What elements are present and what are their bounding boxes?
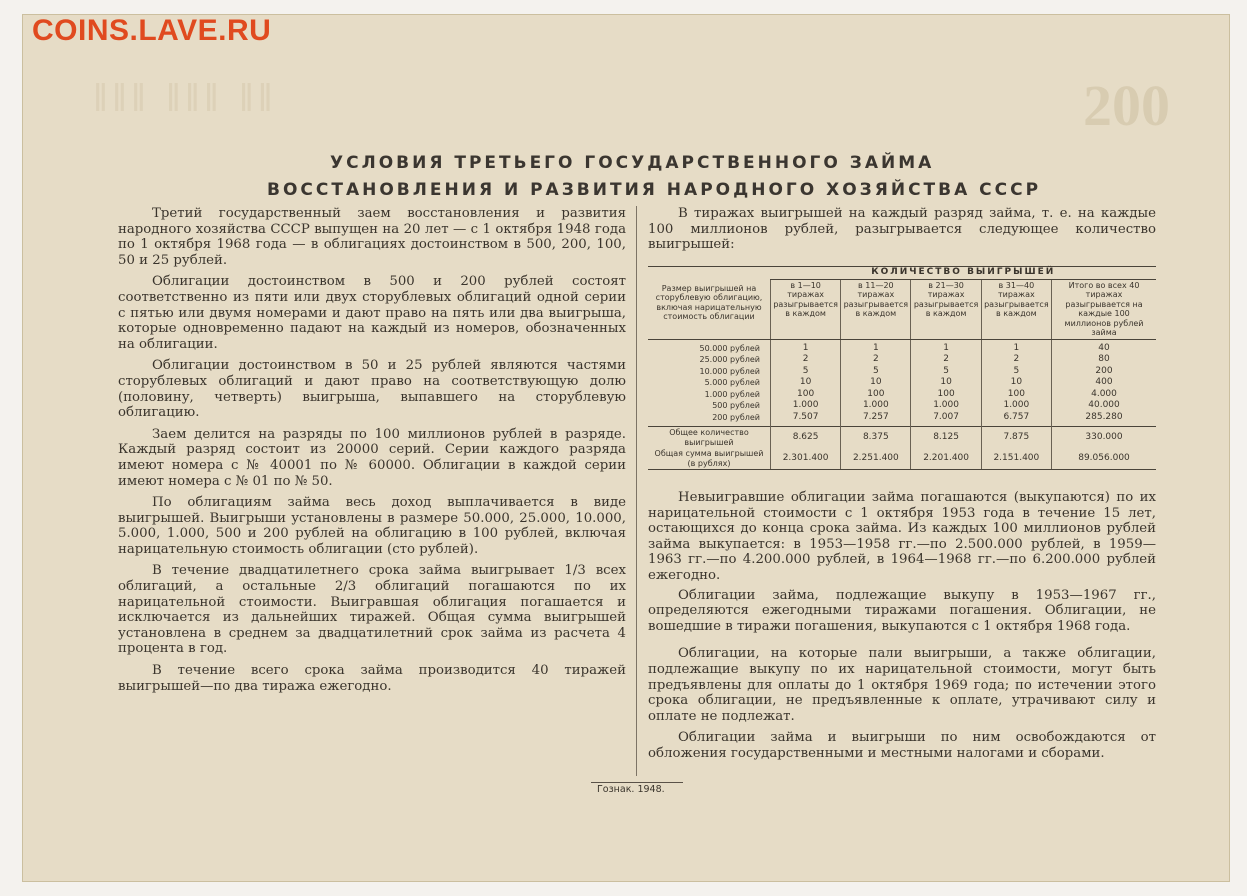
table-cell: 10 [771,377,841,389]
table-row [648,377,1156,389]
paragraph: По облигациям займа весь доход выплачивается в виде выигрышей. Выигрыши установлены в размере 50.000, 25.000, 10.000, 5.000, 1.000, 500 и 200 рублей на облигацию в 100 рублей, включая нарицательную стоимость облигации (сто рублей). [118,495,626,557]
footer-rule [591,782,683,783]
table-head-main: КОЛИЧЕСТВО ВЫИГРЫШЕЙ [771,267,1157,280]
table-cell: 7.507 [771,412,841,427]
table-cell: 6.757 [981,412,1051,427]
paragraph: В течение всего срока займа производится 40 тиражей выигрышей—по два тиража ежегодно. [118,663,626,694]
table-cell: 100 [981,389,1051,401]
table-cell: 10 [981,377,1051,389]
table-cell: 200 рублей [712,412,760,422]
table-cell: 1.000 рублей [704,389,760,399]
site-watermark: COINS.LAVE.RU [32,14,272,47]
table-row [648,366,1156,378]
table-cell: 40.000 [1052,400,1157,412]
table-cell: 400 [1052,377,1157,389]
table-cell: 5 [771,366,841,378]
paragraph: Облигации достоинством в 500 и 200 рублей состоят соответственно из пяти или двух сторублевых облигаций одной серии с пятью или двумя номерами и дают право на пять или два выигрыша, которые одновременно падают на каждый из номеров, обозначенных на облигации. [118,274,626,352]
table-cell: 7.007 [911,412,981,427]
table-cell: 2 [841,354,911,366]
table-cell: 10 [841,377,911,389]
table-cell: 8.125 [911,427,981,449]
table-cell: Общее количество выигрышей [648,427,771,449]
table-cell: 25.000 рублей [699,355,760,364]
table-row [648,389,1156,401]
table-cell: 5 [911,366,981,378]
table-row [648,339,1156,354]
table-head-col: в 21—30 тиражах разыгрывается в каждом [911,279,981,339]
table-head-col: в 1—10 тиражах разыгрывается в каждом [771,279,841,339]
table-cell: 2 [771,354,841,366]
table-cell: 4.000 [1052,389,1157,401]
table-cell: 2 [911,354,981,366]
table-cell: 10 [911,377,981,389]
paragraph: В тиражах выигрышей на каждый разряд займа, т. е. на каждые 100 миллионов рублей, разыгрывается следующее количество выигрышей: [648,206,1156,253]
table-cell: 2.251.400 [841,448,911,470]
table-head-col: Итого во всех 40 тиражах разыгрывается на каждые 100 миллионов рублей займа [1052,279,1157,339]
left-column [118,206,626,700]
table-cell: 2.301.400 [771,448,841,470]
table-cell: 7.257 [841,412,911,427]
table-row-total-count [648,427,1156,449]
table-cell: 100 [771,389,841,401]
table-cell: 500 рублей [712,401,760,410]
table-row-total-sum [648,448,1156,470]
table-cell: 80 [1052,354,1157,366]
table-cell: 330.000 [1052,427,1157,449]
table-cell: 2.201.400 [911,448,981,470]
table-cell: 5 [981,366,1051,378]
printer-imprint: Гознак. 1948. [597,784,665,795]
table-cell: 1.000 [841,400,911,412]
table-cell: 5.000 рублей [704,378,760,387]
paragraph: Облигации займа и выигрыши по ним освобождаются от обложения государственными и местными налогами и сборами. [648,730,1156,761]
showthrough-number-mark: ‖‖‖ ‖‖‖ ‖‖ [94,75,278,120]
table-cell: 100 [841,389,911,401]
table-row [648,354,1156,366]
table-cell: 200 [1052,366,1157,378]
table-head-col: в 31—40 тиражах разыгрывается в каждом [981,279,1051,339]
paragraph: Невыигравшие облигации займа погашаются (выкупаются) по их нарицательной стоимости с 1 октября 1953 года в течение 15 лет, остающихся до конца срока займа. Из каждых 100 миллионов рублей займа выкупается: в 1953—1958 гг.—по 2.500.000 рублей, в 1959—1963 гг.—по 4.200.000 рублей, в 1964—1968 гг.—по 6.200.000 рублей ежегодно. [648,490,1156,583]
table-cell: 7.875 [981,427,1051,449]
table-cell: 8.375 [841,427,911,449]
prize-rows [648,339,1156,427]
right-column-body [648,490,1156,762]
table-cell: 5 [841,366,911,378]
table-cell: 100 [911,389,981,401]
table-head-col: в 11—20 тиражах разыгрывается в каждом [841,279,911,339]
paragraph: Облигации, на которые пали выигрыши, а также облигации, подлежащие выкупу по их нарицательной стоимости, могут быть предъявлены для оплаты до 1 октября 1969 года; по истечении этого срока облигации, не предъявленные к оплате, утрачивают силу и оплате не подлежат. [648,646,1156,724]
showthrough-200-mark: 200 [1083,73,1170,138]
table-cell: Общая сумма выигрышей (в рублях) [648,448,771,470]
table-cell: 89.056.000 [1052,448,1157,470]
prize-table-wrap [648,266,1156,470]
table-cell: 40 [1052,339,1157,354]
column-divider [636,206,637,776]
paragraph: Облигации займа, подлежащие выкупу в 1953—1967 гг., определяются ежегодными тиражами погашения. Облигации, не вошедшие в тиражи погашения, выкупаются с 1 октября 1968 года. [648,587,1156,634]
title-line-2: ВОССТАНОВЛЕНИЯ И РАЗВИТИЯ НАРОДНОГО ХОЗЯЙСТВА СССР [267,180,1042,200]
table-cell: 1.000 [771,400,841,412]
table-head-first: Размер выигрышей на сторублевую облигацию, включая нарицательную стоимость облигации [648,267,771,340]
table-cell: 50.000 рублей [699,343,760,353]
table-row [648,400,1156,412]
table-cell: 1 [841,339,911,354]
prize-table [648,266,1156,470]
table-cell: 8.625 [771,427,841,449]
table-row [648,412,1156,427]
paragraph: Заем делится на разряды по 100 миллионов рублей в разряде. Каждый разряд состоит из 20000 серий. Серии каждого разряда имеют номера с № 40001 по № 60000. Облигации в каждой серии имеют номера с № 01 по № 50. [118,426,626,489]
table-cell: 1 [771,339,841,354]
table-cell: 1 [981,339,1051,354]
table-cell: 285.280 [1052,412,1157,427]
paragraph: Третий государственный заем восстановления и развития народного хозяйства СССР выпущен на 20 лет — с 1 октября 1948 года по 1 октября 1968 года — в облигациях достоинством в 500, 200, 100, 50 и 25 рублей. [118,206,626,268]
paragraph: Облигации достоинством в 50 и 25 рублей являются частями сторублевых облигаций и дают право на соответствующую долю (половину, четверть) выигрыша, выпавшего на сторублевую облигацию. [118,358,626,421]
table-cell: 10.000 рублей [699,366,760,376]
paragraph: В течение двадцатилетнего срока займа выигрывает 1/3 всех облигаций, а остальные 2/3 облигаций погашаются по их нарицательной стоимости. Выигравшая облигация погашается и исключается из дальнейших тиражей. Общая сумма выигрышей установлена в среднем за двадцатилетний срок займа из расчета 4 процента в год. [118,563,626,657]
title-line-1: УСЛОВИЯ ТРЕТЬЕГО ГОСУДАРСТВЕННОГО ЗАЙМА [330,153,935,173]
table-cell: 1 [911,339,981,354]
table-cell: 2.151.400 [981,448,1051,470]
right-column-intro [648,206,1156,253]
table-cell: 1.000 [911,400,981,412]
table-cell: 2 [981,354,1051,366]
table-cell: 1.000 [981,400,1051,412]
